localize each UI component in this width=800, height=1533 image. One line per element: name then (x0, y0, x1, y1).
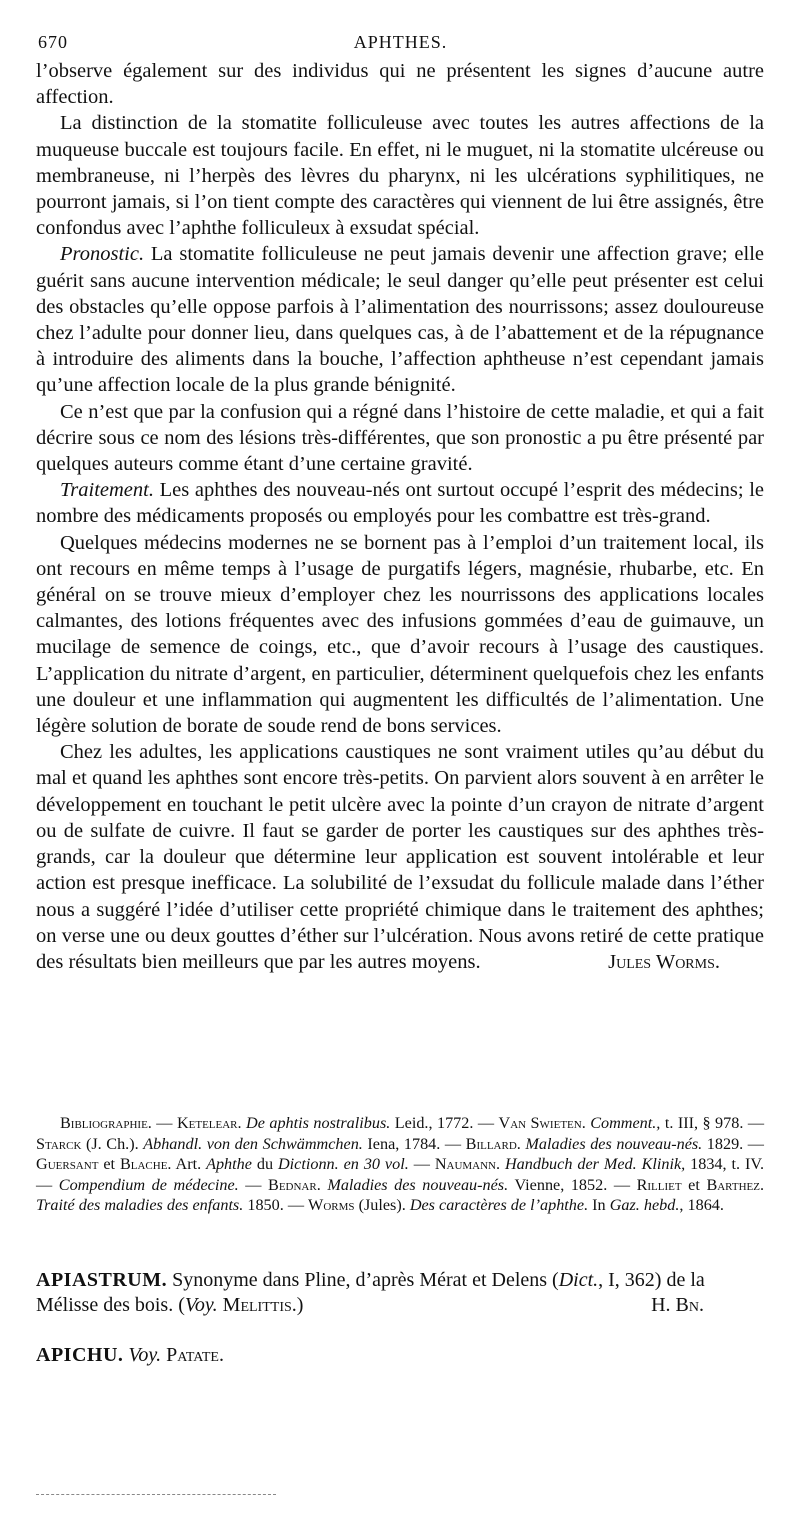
entry-text: , I, 362) de la Mélisse des bois. ( (36, 1269, 705, 1316)
entry-signature: H. Bn. (651, 1294, 704, 1316)
biblio-text: Art. (171, 1155, 207, 1173)
biblio-author: Van Swieten. (498, 1114, 586, 1132)
biblio-title: Maladies des nouveau-nés. (320, 1175, 509, 1194)
entry-headword: APIASTRUM. (36, 1269, 168, 1291)
biblio-text: Leid., 1772. — (390, 1114, 499, 1132)
entry-apichu (36, 1343, 764, 1368)
biblio-author: Bednar. (268, 1175, 321, 1194)
running-title: APHTHES. (353, 32, 448, 52)
entry-voy: Voy. (128, 1344, 162, 1366)
biblio-author: Rilliet (636, 1175, 682, 1194)
traitement-text: Les aphthes des nouveau-nés ont surtout occupé l’esprit des médecins; le nombre des médicaments proposés ou employés pour les combattre est très-grand. (36, 479, 764, 528)
biblio-text: Vienne, 1852. — (508, 1175, 637, 1194)
section-lead-traitement: Traitement. (60, 479, 154, 502)
biblio-author: Ketelear. (176, 1114, 242, 1132)
biblio-title: Des caractères de l’aphthe. (409, 1196, 589, 1214)
biblio-author: Guersant (36, 1155, 99, 1173)
entry-text: .) (291, 1294, 304, 1316)
bibliography (36, 1113, 764, 1216)
paragraph-medecins: Quelques médecins modernes ne se bornent pas à l’emploi d’un traitement local, ils ont recours en même temps à l’usage de purgatifs légers, magnésie, rhubarbe, etc. En général on se trouve mieux d’employer chez les nourrissons des applications locales calmantes, des lotions fréquentes avec des infusions gommées d’eau de guimauve, un mucilage de semence de coings, etc., que d’avoir recours à l’usage des caustiques. L’application du nitrate d’argent, en particulier, déterminent quelquefois chez les enfants une douleur et une inflammation qui augmentent les difficultés de l’alimentation. Une légère solution de borate de soude rend de bons services. (36, 531, 764, 738)
biblio-heading: Bibliographie. (60, 1114, 152, 1132)
pronostic-text: La stomatite folliculeuse ne peut jamais devenir une affection grave; elle guérit sans aucune intervention médicale; le seul danger qu’elle peut présenter est celui des obstacles qu’elle oppose parfois à l’alimentation des nourrissons; assez douloureuse chez l’adulte pour donner lieu, dans quelques cas, à de l’abattement et de la répugnance à introduire des aliments dans la bouche, l’affection aphtheuse n’est cependant jamais qu’une affection locale de la plus grande bénignité. (36, 243, 764, 397)
biblio-text: et (681, 1175, 707, 1194)
biblio-text: , 1864. (679, 1196, 724, 1214)
biblio-text: Iena, 1784. — (362, 1134, 466, 1153)
biblio-text: 1834, t. IV. — (36, 1155, 765, 1194)
paragraph-confusion: Ce n’est que par la confusion qui a régné dans l’histoire de cette maladie, et qui a fait décrire sous ce nom des lésions très-différentes, que son pronostic a pu être présenté par quelques auteurs comme étant d’une certaine gravité. (36, 400, 764, 476)
page-bottom-rule (36, 1494, 276, 1495)
biblio-text: — (151, 1114, 177, 1132)
biblio-title: Compendium de médecine. (58, 1175, 239, 1194)
biblio-text: et (98, 1155, 120, 1173)
author-signature: Jules Worms. (608, 950, 720, 973)
biblio-author: Barthez. (706, 1175, 765, 1194)
biblio-text: du (251, 1155, 278, 1173)
biblio-title: Handbuch der Med. Klinik, (500, 1155, 686, 1173)
biblio-title: Gaz. hebd. (609, 1196, 680, 1214)
biblio-text: (J. Ch.). (81, 1134, 144, 1153)
entry-crossref: Melittis (222, 1294, 292, 1316)
biblio-title: Maladies des nouveau-nés. (520, 1134, 703, 1153)
article-body (36, 58, 764, 975)
entry-crossref: Patate (166, 1344, 219, 1366)
biblio-text: t. III, § 978. — (660, 1114, 765, 1132)
biblio-author: Worms (308, 1196, 355, 1214)
biblio-title: Dictionn. en 30 vol. (277, 1155, 409, 1173)
entry-headword: APICHU. (36, 1344, 124, 1366)
biblio-author: Blache. (119, 1155, 172, 1173)
entry-text: . (218, 1344, 224, 1366)
entry-apiastrum (36, 1268, 764, 1318)
paragraph-continuation: l’observe également sur des individus qui ne présentent les signes d’aucune autre affection. (36, 60, 764, 109)
page-number: 670 (38, 32, 68, 52)
paragraph-pronostic (36, 241, 764, 398)
biblio-title: Comment., (585, 1114, 661, 1132)
section-lead-pronostic: Pronostic. (60, 243, 145, 266)
paragraph-adultes (36, 739, 764, 975)
biblio-title: Abhandl. von den Schwämmchen. (143, 1134, 363, 1153)
biblio-text: — (408, 1155, 435, 1173)
biblio-text: 1850. — (243, 1196, 309, 1214)
biblio-author: Starck (36, 1134, 82, 1153)
biblio-title: Traité des maladies des enfants. (36, 1196, 244, 1214)
biblio-text: In (588, 1196, 610, 1214)
page-header (38, 32, 763, 60)
biblio-author: Naumann. (434, 1155, 501, 1173)
biblio-title: Aphthe (206, 1155, 252, 1173)
entry-voy: Voy. (184, 1294, 218, 1316)
biblio-text: — (238, 1175, 269, 1194)
biblio-author: Billard. (465, 1134, 521, 1153)
entry-ref: Dict. (558, 1269, 599, 1291)
adultes-text: Chez les adultes, les applications caustiques ne sont vraiment utiles qu’au début du mal et quand les aphthes sont encore très-petits. On parvient alors souvent à en arrêter le développement en touchant le petit ulcère avec la pointe d’un crayon de nitrate d’argent ou de sulfate de cuivre. Il faut se garder de porter les caustiques sur des aphthes très-grands, car la douleur que détermine leur application est souvent intolérable et leur action est presque inefficace. La solubilité de l’exsudat du follicule malade dans l’éther nous a suggéré l’idée d’utiliser cette propriété chimique dans le traitement des aphthes; on verse une ou deux gouttes d’éther sur l’ulcération. Nous avons retiré de cette pratique des résultats bien meilleurs que par les autres moyens. (36, 741, 764, 973)
entry-text: Synonyme dans Pline, d’après Mérat et Delens ( (167, 1269, 559, 1291)
biblio-title: De aphtis nostralibus. (241, 1114, 391, 1132)
biblio-text: 1829. — (702, 1134, 764, 1153)
biblio-text: (Jules). (354, 1196, 410, 1214)
paragraph-traitement (36, 477, 764, 529)
paragraph-distinction: La distinction de la stomatite folliculeuse avec toutes les autres affections de la muqueuse buccale est toujours facile. En effet, ni le muguet, ni la stomatite ulcéreuse ou membraneuse, ni l’herpès des lèvres du pharynx, ni les ulcérations syphilitiques, ne pourront jamais, si l’on tient compte des caractères qui viennent de lui être assignés, être confondus avec l’aphthe folliculeux à exsudat spécial. (36, 112, 764, 240)
